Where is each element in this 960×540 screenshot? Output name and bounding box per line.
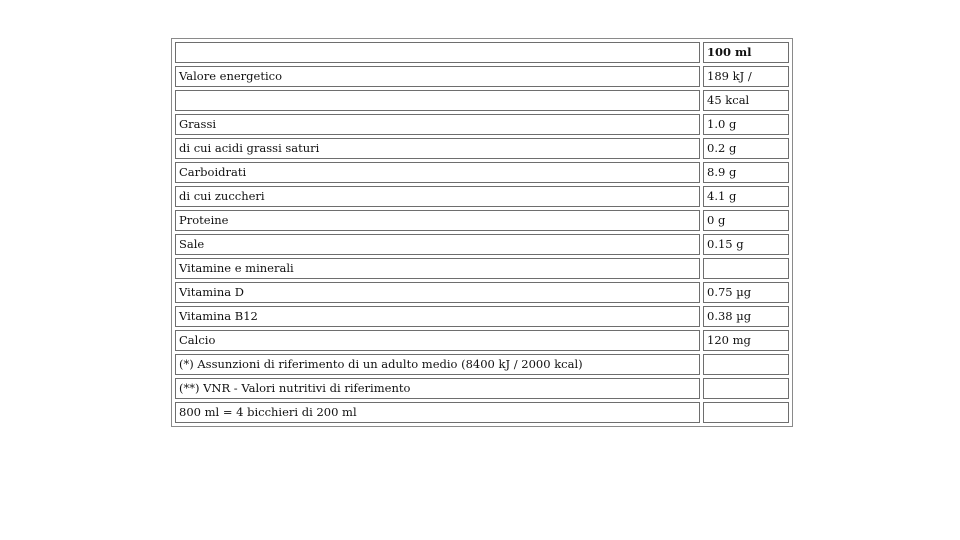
nutrient-value: 8.9 g [703, 162, 789, 183]
table-row [175, 282, 789, 303]
nutrient-label: Vitamine e minerali [175, 258, 700, 279]
table-row [175, 138, 789, 159]
nutrient-label: Vitamina D [175, 282, 700, 303]
nutrient-label: Calcio [175, 330, 700, 351]
table-row [175, 210, 789, 231]
nutrient-label: di cui acidi grassi saturi [175, 138, 700, 159]
nutrient-value: 4.1 g [703, 186, 789, 207]
nutrient-value: 120 mg [703, 330, 789, 351]
nutrient-value: 0 g [703, 210, 789, 231]
nutrient-label: di cui zuccheri [175, 186, 700, 207]
table-row [175, 258, 789, 279]
nutrient-label: Valore energetico [175, 66, 700, 87]
nutrient-label: Grassi [175, 114, 700, 135]
nutrient-value: 0.2 g [703, 138, 789, 159]
nutrient-value: 0.15 g [703, 234, 789, 255]
footnote-label: (**) VNR - Valori nutritivi di riferimento [175, 378, 700, 399]
table-row [175, 330, 789, 351]
nutrient-value: 1.0 g [703, 114, 789, 135]
nutrient-label: Sale [175, 234, 700, 255]
nutrient-value: 0.38 µg [703, 306, 789, 327]
table-row [175, 402, 789, 423]
nutrient-value [703, 258, 789, 279]
table-row [175, 114, 789, 135]
nutrition-table [171, 38, 793, 427]
nutrient-label [175, 90, 700, 111]
header-cell-label [175, 42, 700, 63]
nutrient-value: 45 kcal [703, 90, 789, 111]
table-row [175, 90, 789, 111]
header-cell-per-100ml: 100 ml [703, 42, 789, 63]
table-row [175, 234, 789, 255]
footnote-label: 800 ml = 4 bicchieri di 200 ml [175, 402, 700, 423]
table-row [175, 378, 789, 399]
table-row [175, 354, 789, 375]
footnote-value [703, 354, 789, 375]
table-header-row [175, 42, 789, 63]
nutrient-label: Carboidrati [175, 162, 700, 183]
table-row [175, 162, 789, 183]
nutrient-value: 0.75 µg [703, 282, 789, 303]
table-row [175, 66, 789, 87]
footnote-value [703, 378, 789, 399]
nutrient-value: 189 kJ / [703, 66, 789, 87]
table-row [175, 306, 789, 327]
footnote-label: (*) Assunzioni di riferimento di un adulto medio (8400 kJ / 2000 kcal) [175, 354, 700, 375]
nutrient-label: Vitamina B12 [175, 306, 700, 327]
table-row [175, 186, 789, 207]
footnote-value [703, 402, 789, 423]
nutrient-label: Proteine [175, 210, 700, 231]
